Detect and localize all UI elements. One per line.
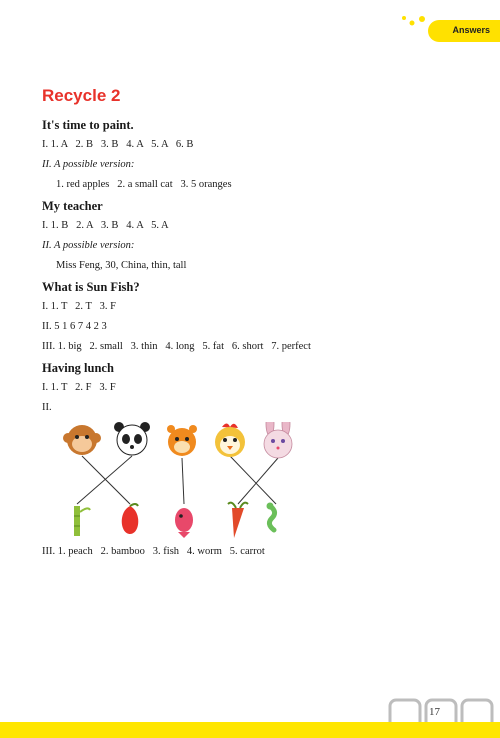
answer-line: Miss Feng, 30, China, thin, tall — [56, 260, 187, 271]
answer-line: II. A possible version: — [42, 159, 135, 170]
match-line — [77, 456, 132, 504]
match-line — [82, 456, 130, 504]
unit-title: My teacher — [42, 199, 103, 213]
worm-icon — [267, 503, 275, 531]
answer-line: I. 1. A 2. B 3. B 4. A 5. A 6. B — [42, 139, 194, 150]
match-line — [230, 456, 276, 504]
answer-line: II. — [42, 402, 52, 413]
matching-diagram — [42, 422, 302, 540]
peach-icon — [122, 504, 139, 534]
answer-line: I. 1. T 2. T 3. F — [42, 301, 116, 312]
chicken-icon — [215, 424, 245, 458]
unit-what-is-sun-fish — [42, 280, 462, 352]
answer-line: II. A possible version: — [42, 240, 135, 251]
answer-line: II. 5 1 6 7 4 2 3 — [42, 321, 107, 332]
unit-title: Having lunch — [42, 361, 114, 375]
tiger-icon — [167, 425, 197, 456]
carrot-icon — [228, 503, 248, 538]
panda-icon — [114, 422, 150, 455]
decorative-dots-icon — [400, 14, 430, 28]
rabbit-icon — [264, 422, 292, 458]
bottom-yellow-bar — [0, 722, 500, 738]
page-number: 17 — [429, 706, 440, 718]
answer-line: 1. red apples 2. a small cat 3. 5 oranges — [56, 179, 232, 190]
answers-tab — [428, 20, 500, 42]
answer-line: I. 1. B 2. A 3. B 4. A 5. A — [42, 220, 169, 231]
fish-icon — [175, 508, 193, 538]
match-line — [238, 458, 278, 504]
monkey-icon — [63, 425, 101, 455]
unit-its-time-to-paint — [42, 118, 462, 190]
unit-my-teacher — [42, 199, 462, 271]
match-line — [182, 458, 184, 504]
answer-line: III. 1. big 2. small 3. thin 4. long 5. fat 6. short 7. perfect — [42, 341, 311, 352]
section-title: Recycle 2 — [42, 86, 121, 105]
answer-line: III. 1. peach 2. bamboo 3. fish 4. worm 5. carrot — [42, 546, 265, 557]
answers-tab-label: Answers — [452, 25, 490, 35]
unit-title: It's time to paint. — [42, 118, 134, 132]
answer-content — [42, 86, 462, 566]
bamboo-icon — [74, 506, 90, 536]
unit-title: What is Sun Fish? — [42, 280, 140, 294]
unit-having-lunch — [42, 361, 462, 557]
answer-line: I. 1. T 2. F 3. F — [42, 382, 116, 393]
